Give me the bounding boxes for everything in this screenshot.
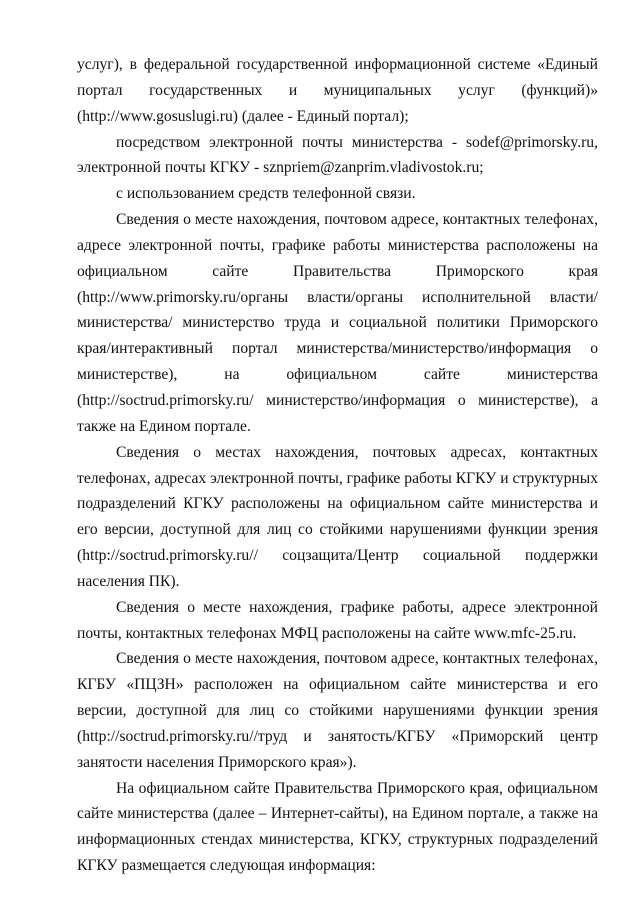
paragraph-continuation: услуг), в федеральной государственной информационной системе «Единый портал государственных и муниципальных услуг (функций)» (http://www.gosuslugi.ru) (далее - Единый портал);	[77, 56, 598, 125]
paragraph-ministry-info: Сведения о месте нахождения, почтовом адресе, контактных телефонах, адресе электронной почты, графике работы министерства расположены на официальном сайте Правительства Приморского края (http://www.primorsky.ru/органы власти/органы исполнительной власти/ министерства/ министерство труда и социальной политики Приморского края/интерактивный портал министерства/министерство/информация о министерстве), на официальном сайте министерства (http://soctrud.primorsky.ru/ министерство/информация о министерстве), а также на Едином портале.	[77, 211, 598, 435]
paragraph-mfc-info: Сведения о месте нахождения, графике работы, адресе электронной почты, контактных телефонах МФЦ расположены на сайте www.mfc-25.ru.	[77, 598, 598, 642]
paragraph-phone-contacts: с использованием средств телефонной связи.	[116, 185, 416, 203]
paragraph-email-contacts: посредством электронной почты министерства - sodef@primorsky.ru, электронной почты КГКУ - sznpriem@zanprim.vladivostok.ru;	[77, 133, 598, 177]
document-body	[77, 52, 598, 879]
paragraph-kgku-info: Сведения о местах нахождения, почтовых адресах, контактных телефонах, адресах электронной почты, графике работы КГКУ и структурных подразделений КГКУ расположены на официальном сайте министерства и его версии, доступной для лиц со стойкими нарушениями функции зрения (http://soctrud.primorsky.ru// соцзащита/Центр социальной поддержки населения ПК).	[77, 443, 598, 590]
paragraph-posting-info: На официальном сайте Правительства Приморского края, официальном сайте министерства (далее – Интернет-сайты), на Едином портале, а также на информационных стендах министерства, КГКУ, структурных подразделений КГКУ размещается следующая информация:	[77, 779, 598, 875]
paragraph-pczn-info: Сведения о месте нахождения, почтовом адресе, контактных телефонах, КГБУ «ПЦЗН» расположен на официальном сайте министерства и его версии, доступной для лиц со стойкими нарушениями функции зрения (http://soctrud.primorsky.ru//труд и занятость/КГБУ «Приморский центр занятости населения Приморского края»).	[77, 650, 598, 771]
